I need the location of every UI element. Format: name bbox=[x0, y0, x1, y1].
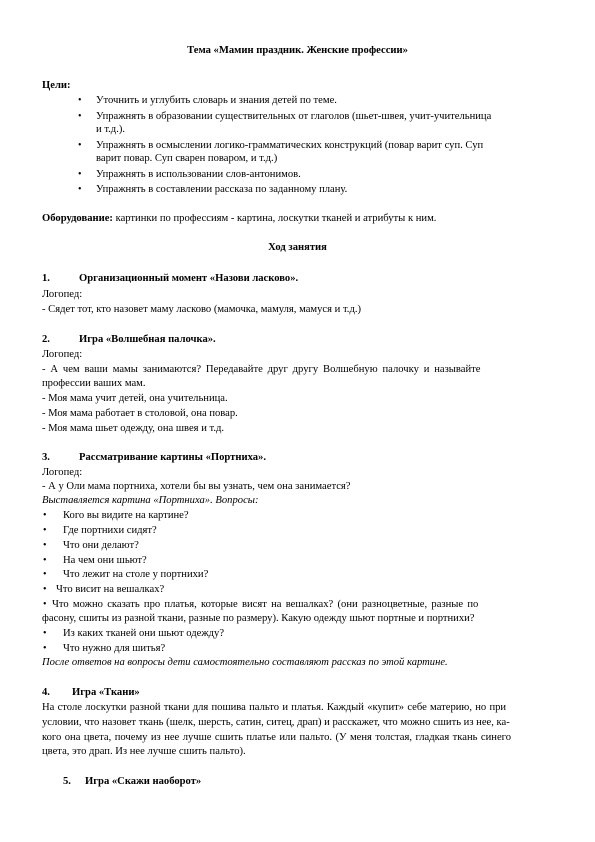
text-line: - Сядет тот, кто назовет маму ласково (мамочка, мамуля, мамуся и т.д.) bbox=[42, 304, 362, 315]
stage-direction: Выставляется картина «Портниха». Вопросы: bbox=[42, 495, 259, 506]
speaker-label: Логопед: bbox=[42, 289, 83, 300]
speaker-label: Логопед: bbox=[42, 467, 83, 478]
question-item: Что они делают? bbox=[63, 540, 139, 551]
bullet: • bbox=[43, 525, 47, 536]
course-heading: Ход занятия bbox=[268, 242, 327, 253]
section-4-title: Игра «Ткани» bbox=[72, 687, 140, 698]
question-item: фасону, сшиты из разной ткани, разные по размеру). Какую одежду шьют портные и портнихи? bbox=[42, 613, 475, 624]
section-5-number: 5. bbox=[63, 776, 71, 787]
text-line: - Моя мама шьет одежду, она швея и т.д. bbox=[42, 423, 225, 434]
section-3-title: Рассматривание картины «Портниха». bbox=[79, 452, 266, 463]
question-item: Из каких тканей они шьют одежду? bbox=[63, 628, 225, 639]
text-line: - А у Оли мама портниха, хотели бы вы узнать, чем она занимается? bbox=[42, 481, 351, 492]
question-item: Что можно сказать про платья, которые висят на вешалках? (они разноцветные, разные по bbox=[52, 599, 479, 610]
section-2-number: 2. bbox=[42, 334, 50, 345]
section-3-number: 3. bbox=[42, 452, 50, 463]
equipment-label: Оборудование: bbox=[42, 213, 113, 224]
goal-item: и т.д.). bbox=[96, 124, 126, 135]
question-item: На чем они шьют? bbox=[63, 555, 147, 566]
text-line: цвета, это драп. Из нее лучше сшить пальто). bbox=[42, 746, 246, 757]
text-line: профессии ваших мам. bbox=[42, 378, 146, 389]
bullet: • bbox=[43, 643, 47, 654]
text-line: - А чем ваши мамы занимаются? Передавайте друг другу Волшебную палочку и называйте bbox=[42, 364, 481, 375]
question-item: Где портнихи сидят? bbox=[63, 525, 157, 536]
question-item: Что лежит на столе у портнихи? bbox=[63, 569, 209, 580]
bullet: • bbox=[43, 599, 47, 610]
bullet: • bbox=[78, 184, 82, 195]
goal-item: Упражнять в образовании существительных от глаголов (шьет-швея, учит-учительница bbox=[96, 111, 492, 122]
bullet: • bbox=[43, 555, 47, 566]
bullet: • bbox=[43, 569, 47, 580]
bullet: • bbox=[43, 584, 47, 595]
section-4-number: 4. bbox=[42, 687, 50, 698]
equipment-line bbox=[42, 213, 436, 224]
question-item: Что нужно для шитья? bbox=[63, 643, 166, 654]
bullet: • bbox=[43, 628, 47, 639]
section-1-title: Организационный момент «Назови ласково». bbox=[79, 273, 299, 284]
bullet: • bbox=[43, 510, 47, 521]
goal-item: Упражнять в использовании слов-антонимов. bbox=[96, 169, 301, 180]
text-line: кого она цвета, почему из нее лучше сшить платье или пальто. (У меня толстая, гладкая ткань синего bbox=[42, 732, 512, 743]
goal-item: Уточнить и углубить словарь и знания детей по теме. bbox=[96, 95, 337, 106]
equipment-text: картинки по профессиям - картина, лоскутки тканей и атрибуты к ним. bbox=[112, 213, 437, 224]
bullet: • bbox=[78, 111, 82, 122]
stage-direction: После ответов на вопросы дети самостоятельно составляют рассказ по этой картине. bbox=[42, 657, 448, 668]
question-item: Что висит на вешалках? bbox=[56, 584, 165, 595]
speaker-label: Логопед: bbox=[42, 349, 83, 360]
goal-item: Упражнять в составлении рассказа по заданному плану. bbox=[96, 184, 348, 195]
goals-heading: Цели: bbox=[42, 80, 71, 91]
section-2-title: Игра «Волшебная палочка». bbox=[79, 334, 216, 345]
bullet: • bbox=[78, 140, 82, 151]
text-line: На столе лоскутки разной ткани для пошива пальто и платья. Каждый «купит» себе материю, но при bbox=[42, 702, 507, 713]
goal-item: варит повар. Суп сварен поваром, и т.д.) bbox=[96, 153, 278, 164]
bullet: • bbox=[78, 95, 82, 106]
text-line: - Моя мама учит детей, она учительница. bbox=[42, 393, 228, 404]
text-line: - Моя мама работает в столовой, она повар. bbox=[42, 408, 238, 419]
section-5-title: Игра «Скажи наоборот» bbox=[85, 776, 202, 787]
bullet: • bbox=[78, 169, 82, 180]
text-line: условии, что назовет ткань (шелк, шерсть, сатин, ситец, драп) и расскажет, что можно сшить из нее, ка- bbox=[42, 717, 510, 728]
goal-item: Упражнять в осмыслении логико-грамматических конструкций (повар варит суп. Суп bbox=[96, 140, 484, 151]
question-item: Кого вы видите на картине? bbox=[63, 510, 189, 521]
page-title: Тема «Мамин праздник. Женские профессии» bbox=[187, 45, 408, 56]
bullet: • bbox=[43, 540, 47, 551]
section-1-number: 1. bbox=[42, 273, 50, 284]
